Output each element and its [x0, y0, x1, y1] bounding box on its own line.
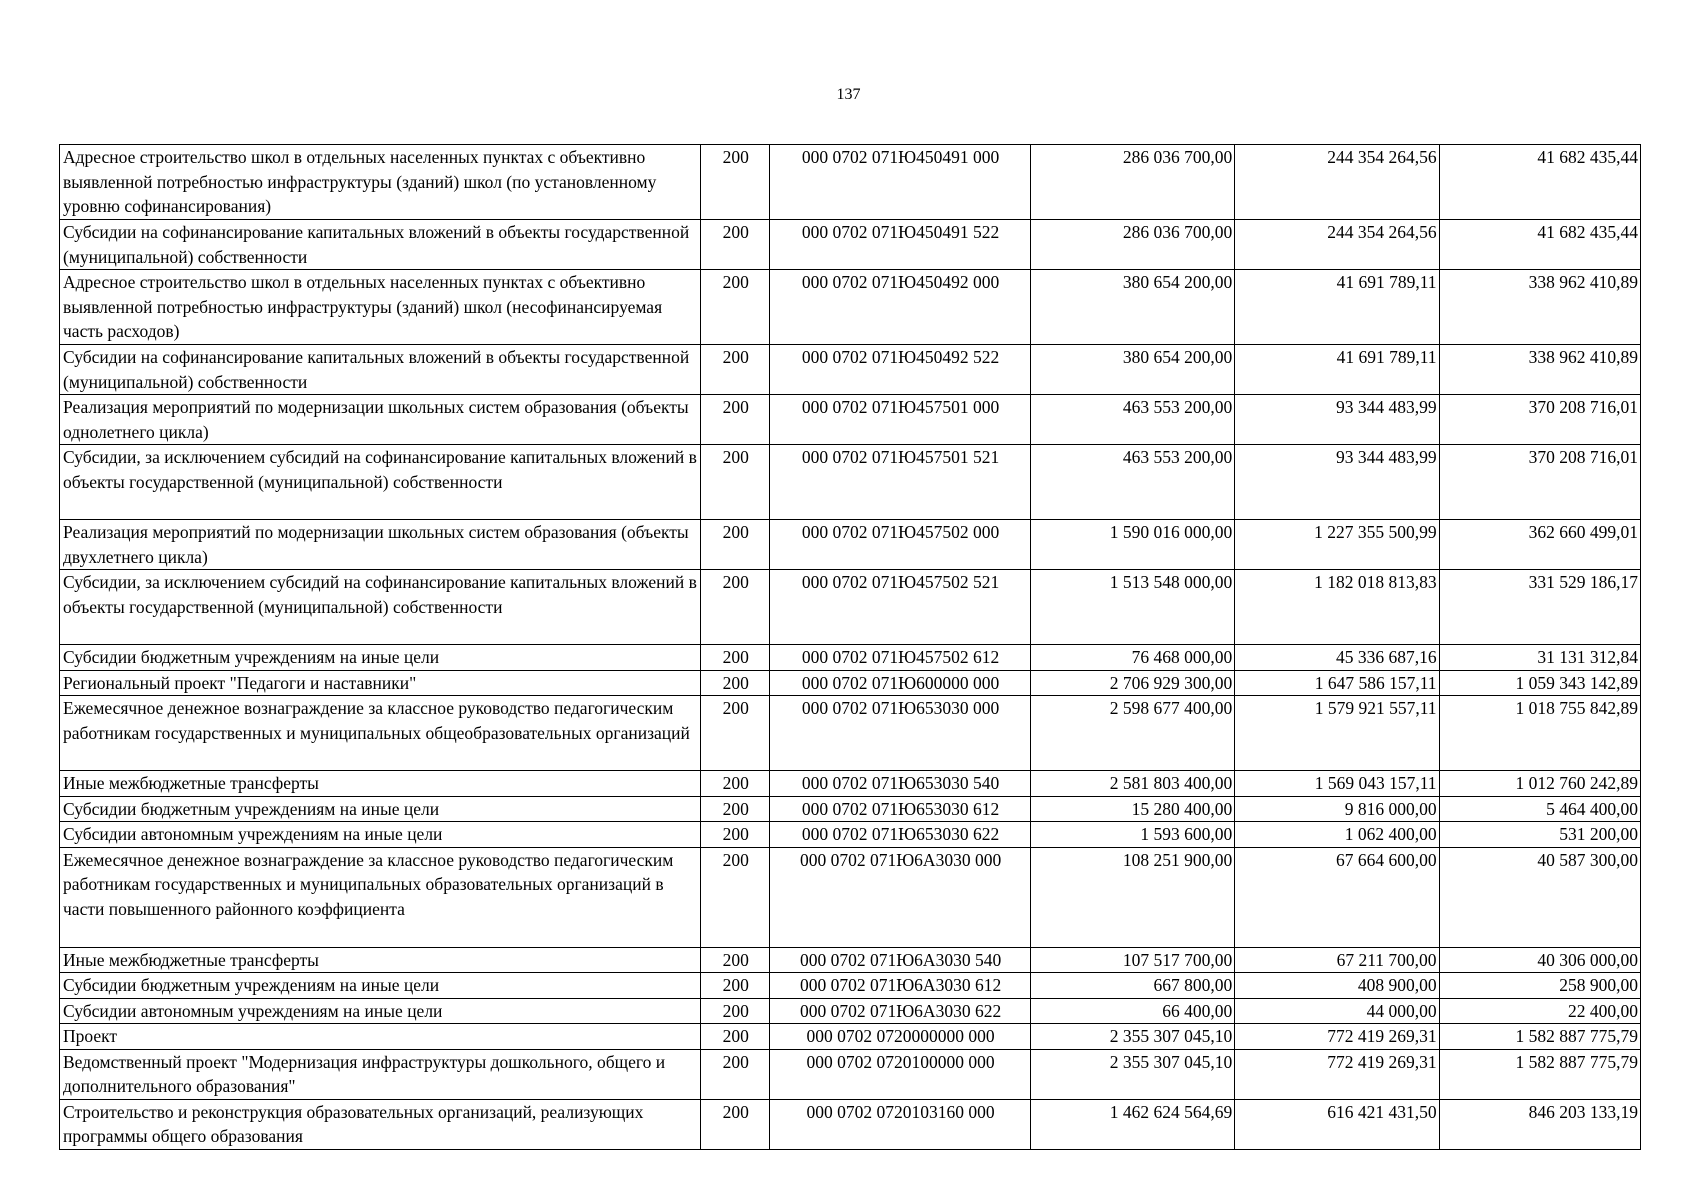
- line-code-cell: 200: [701, 771, 770, 797]
- line-code-cell: 200: [701, 796, 770, 822]
- executed-amount-cell: 1 647 586 157,11: [1235, 670, 1439, 696]
- table-row: [60, 822, 1641, 848]
- approved-amount-cell: 286 036 700,00: [1030, 145, 1234, 220]
- remaining-amount-cell: 258 900,00: [1439, 973, 1640, 999]
- expense-name-cell: Иные межбюджетные трансферты: [60, 947, 701, 973]
- table-row: [60, 670, 1641, 696]
- line-code-cell: 200: [701, 973, 770, 999]
- executed-amount-cell: 1 569 043 157,11: [1235, 771, 1439, 797]
- approved-amount-cell: 66 400,00: [1030, 998, 1234, 1024]
- executed-amount-cell: 67 664 600,00: [1235, 847, 1439, 947]
- classification-code-cell: 000 0702 071Ю450492 000: [770, 270, 1030, 345]
- expense-name-cell: Адресное строительство школ в отдельных населенных пунктах с объективно выявленной потребностью инфраструктуры (зданий) школ (несофинансируемая часть расходов): [60, 270, 701, 345]
- expense-name-cell: Субсидии на софинансирование капитальных вложений в объекты государственной (муниципальной) собственности: [60, 220, 701, 270]
- classification-code-cell: 000 0702 071Ю450492 522: [770, 345, 1030, 395]
- expense-name-cell: Ежемесячное денежное вознаграждение за классное руководство педагогическим работникам государственных и муниципальных общеобразовательных организаций: [60, 696, 701, 771]
- classification-code-cell: 000 0702 071Ю653030 540: [770, 771, 1030, 797]
- expense-name-cell: Субсидии бюджетным учреждениям на иные цели: [60, 973, 701, 999]
- remaining-amount-cell: 370 208 716,01: [1439, 395, 1640, 445]
- executed-amount-cell: 1 062 400,00: [1235, 822, 1439, 848]
- approved-amount-cell: 667 800,00: [1030, 973, 1234, 999]
- remaining-amount-cell: 41 682 435,44: [1439, 145, 1640, 220]
- executed-amount-cell: 244 354 264,56: [1235, 220, 1439, 270]
- line-code-cell: 200: [701, 145, 770, 220]
- table-row: [60, 1099, 1641, 1149]
- expense-name-cell: Адресное строительство школ в отдельных населенных пунктах с объективно выявленной потребностью инфраструктуры (зданий) школ (по установленному уровню софинансирования): [60, 145, 701, 220]
- remaining-amount-cell: 846 203 133,19: [1439, 1099, 1640, 1149]
- classification-code-cell: 000 0702 071Ю653030 622: [770, 822, 1030, 848]
- executed-amount-cell: 41 691 789,11: [1235, 345, 1439, 395]
- expense-name-cell: Ведомственный проект "Модернизация инфраструктуры дошкольного, общего и дополнительного образования": [60, 1049, 701, 1099]
- expense-name-cell: Субсидии автономным учреждениям на иные цели: [60, 998, 701, 1024]
- remaining-amount-cell: 40 306 000,00: [1439, 947, 1640, 973]
- approved-amount-cell: 286 036 700,00: [1030, 220, 1234, 270]
- line-code-cell: 200: [701, 395, 770, 445]
- executed-amount-cell: 9 816 000,00: [1235, 796, 1439, 822]
- line-code-cell: 200: [701, 822, 770, 848]
- remaining-amount-cell: 1 059 343 142,89: [1439, 670, 1640, 696]
- expense-name-cell: Ежемесячное денежное вознаграждение за классное руководство педагогическим работникам государственных и муниципальных образовательных организаций в части повышенного районного коэффициента: [60, 847, 701, 947]
- line-code-cell: 200: [701, 570, 770, 645]
- classification-code-cell: 000 0702 071Ю457501 000: [770, 395, 1030, 445]
- classification-code-cell: 000 0702 071Ю457502 521: [770, 570, 1030, 645]
- table-row: [60, 973, 1641, 999]
- remaining-amount-cell: 338 962 410,89: [1439, 345, 1640, 395]
- budget-execution-table: [59, 144, 1641, 1150]
- expense-name-cell: Субсидии на софинансирование капитальных вложений в объекты государственной (муниципальной) собственности: [60, 345, 701, 395]
- expense-name-cell: Реализация мероприятий по модернизации школьных систем образования (объекты двухлетнего цикла): [60, 520, 701, 570]
- approved-amount-cell: 107 517 700,00: [1030, 947, 1234, 973]
- classification-code-cell: 000 0702 0720103160 000: [770, 1099, 1030, 1149]
- remaining-amount-cell: 331 529 186,17: [1439, 570, 1640, 645]
- table-row: [60, 220, 1641, 270]
- classification-code-cell: 000 0702 071Ю600000 000: [770, 670, 1030, 696]
- executed-amount-cell: 93 344 483,99: [1235, 395, 1439, 445]
- approved-amount-cell: 108 251 900,00: [1030, 847, 1234, 947]
- line-code-cell: 200: [701, 670, 770, 696]
- approved-amount-cell: 1 590 016 000,00: [1030, 520, 1234, 570]
- approved-amount-cell: 2 355 307 045,10: [1030, 1024, 1234, 1050]
- line-code-cell: 200: [701, 520, 770, 570]
- approved-amount-cell: 2 355 307 045,10: [1030, 1049, 1234, 1099]
- executed-amount-cell: 772 419 269,31: [1235, 1049, 1439, 1099]
- table-row: [60, 145, 1641, 220]
- expense-name-cell: Проект: [60, 1024, 701, 1050]
- classification-code-cell: 000 0702 071Ю457502 000: [770, 520, 1030, 570]
- approved-amount-cell: 1 593 600,00: [1030, 822, 1234, 848]
- executed-amount-cell: 45 336 687,16: [1235, 645, 1439, 671]
- classification-code-cell: 000 0702 071Ю653030 000: [770, 696, 1030, 771]
- table-body: [60, 145, 1641, 1150]
- table-row: [60, 947, 1641, 973]
- expense-name-cell: Субсидии бюджетным учреждениям на иные цели: [60, 645, 701, 671]
- line-code-cell: 200: [701, 220, 770, 270]
- classification-code-cell: 000 0702 071Ю457502 612: [770, 645, 1030, 671]
- approved-amount-cell: 76 468 000,00: [1030, 645, 1234, 671]
- approved-amount-cell: 463 553 200,00: [1030, 395, 1234, 445]
- line-code-cell: 200: [701, 947, 770, 973]
- table-row: [60, 270, 1641, 345]
- classification-code-cell: 000 0702 071Ю653030 612: [770, 796, 1030, 822]
- classification-code-cell: 000 0702 0720100000 000: [770, 1049, 1030, 1099]
- executed-amount-cell: 1 227 355 500,99: [1235, 520, 1439, 570]
- executed-amount-cell: 41 691 789,11: [1235, 270, 1439, 345]
- remaining-amount-cell: 531 200,00: [1439, 822, 1640, 848]
- approved-amount-cell: 380 654 200,00: [1030, 270, 1234, 345]
- expense-name-cell: Субсидии автономным учреждениям на иные цели: [60, 822, 701, 848]
- remaining-amount-cell: 1 018 755 842,89: [1439, 696, 1640, 771]
- table-row: [60, 445, 1641, 520]
- remaining-amount-cell: 5 464 400,00: [1439, 796, 1640, 822]
- table-row: [60, 1049, 1641, 1099]
- approved-amount-cell: 2 706 929 300,00: [1030, 670, 1234, 696]
- executed-amount-cell: 93 344 483,99: [1235, 445, 1439, 520]
- line-code-cell: 200: [701, 445, 770, 520]
- executed-amount-cell: 44 000,00: [1235, 998, 1439, 1024]
- classification-code-cell: 000 0702 071Ю450491 522: [770, 220, 1030, 270]
- remaining-amount-cell: 1 012 760 242,89: [1439, 771, 1640, 797]
- line-code-cell: 200: [701, 1099, 770, 1149]
- remaining-amount-cell: 31 131 312,84: [1439, 645, 1640, 671]
- table-row: [60, 345, 1641, 395]
- approved-amount-cell: 2 581 803 400,00: [1030, 771, 1234, 797]
- executed-amount-cell: 1 579 921 557,11: [1235, 696, 1439, 771]
- table-row: [60, 796, 1641, 822]
- approved-amount-cell: 15 280 400,00: [1030, 796, 1234, 822]
- approved-amount-cell: 380 654 200,00: [1030, 345, 1234, 395]
- expense-name-cell: Реализация мероприятий по модернизации школьных систем образования (объекты однолетнего цикла): [60, 395, 701, 445]
- approved-amount-cell: 1 513 548 000,00: [1030, 570, 1234, 645]
- remaining-amount-cell: 370 208 716,01: [1439, 445, 1640, 520]
- table-row: [60, 771, 1641, 797]
- classification-code-cell: 000 0702 071Ю6А3030 000: [770, 847, 1030, 947]
- table-row: [60, 847, 1641, 947]
- table-row: [60, 520, 1641, 570]
- table-row: [60, 1024, 1641, 1050]
- executed-amount-cell: 67 211 700,00: [1235, 947, 1439, 973]
- remaining-amount-cell: 41 682 435,44: [1439, 220, 1640, 270]
- expense-name-cell: Региональный проект "Педагоги и наставники": [60, 670, 701, 696]
- line-code-cell: 200: [701, 345, 770, 395]
- expense-name-cell: Субсидии, за исключением субсидий на софинансирование капитальных вложений в объекты государственной (муниципальной) собственности: [60, 570, 701, 645]
- executed-amount-cell: 616 421 431,50: [1235, 1099, 1439, 1149]
- line-code-cell: 200: [701, 1024, 770, 1050]
- executed-amount-cell: 1 182 018 813,83: [1235, 570, 1439, 645]
- remaining-amount-cell: 338 962 410,89: [1439, 270, 1640, 345]
- executed-amount-cell: 244 354 264,56: [1235, 145, 1439, 220]
- remaining-amount-cell: 22 400,00: [1439, 998, 1640, 1024]
- line-code-cell: 200: [701, 998, 770, 1024]
- line-code-cell: 200: [701, 847, 770, 947]
- remaining-amount-cell: 1 582 887 775,79: [1439, 1049, 1640, 1099]
- table-row: [60, 645, 1641, 671]
- classification-code-cell: 000 0702 071Ю6А3030 612: [770, 973, 1030, 999]
- classification-code-cell: 000 0702 071Ю457501 521: [770, 445, 1030, 520]
- table-row: [60, 998, 1641, 1024]
- line-code-cell: 200: [701, 270, 770, 345]
- remaining-amount-cell: 40 587 300,00: [1439, 847, 1640, 947]
- table-row: [60, 570, 1641, 645]
- classification-code-cell: 000 0702 071Ю450491 000: [770, 145, 1030, 220]
- remaining-amount-cell: 362 660 499,01: [1439, 520, 1640, 570]
- approved-amount-cell: 2 598 677 400,00: [1030, 696, 1234, 771]
- expense-name-cell: Строительство и реконструкция образовательных организаций, реализующих программы общего образования: [60, 1099, 701, 1149]
- line-code-cell: 200: [701, 696, 770, 771]
- table-row: [60, 395, 1641, 445]
- classification-code-cell: 000 0702 0720000000 000: [770, 1024, 1030, 1050]
- page-number: 137: [836, 86, 861, 103]
- table-row: [60, 696, 1641, 771]
- expense-name-cell: Иные межбюджетные трансферты: [60, 771, 701, 797]
- classification-code-cell: 000 0702 071Ю6А3030 622: [770, 998, 1030, 1024]
- line-code-cell: 200: [701, 645, 770, 671]
- approved-amount-cell: 1 462 624 564,69: [1030, 1099, 1234, 1149]
- executed-amount-cell: 408 900,00: [1235, 973, 1439, 999]
- executed-amount-cell: 772 419 269,31: [1235, 1024, 1439, 1050]
- classification-code-cell: 000 0702 071Ю6А3030 540: [770, 947, 1030, 973]
- line-code-cell: 200: [701, 1049, 770, 1099]
- expense-name-cell: Субсидии, за исключением субсидий на софинансирование капитальных вложений в объекты государственной (муниципальной) собственности: [60, 445, 701, 520]
- approved-amount-cell: 463 553 200,00: [1030, 445, 1234, 520]
- expense-name-cell: Субсидии бюджетным учреждениям на иные цели: [60, 796, 701, 822]
- remaining-amount-cell: 1 582 887 775,79: [1439, 1024, 1640, 1050]
